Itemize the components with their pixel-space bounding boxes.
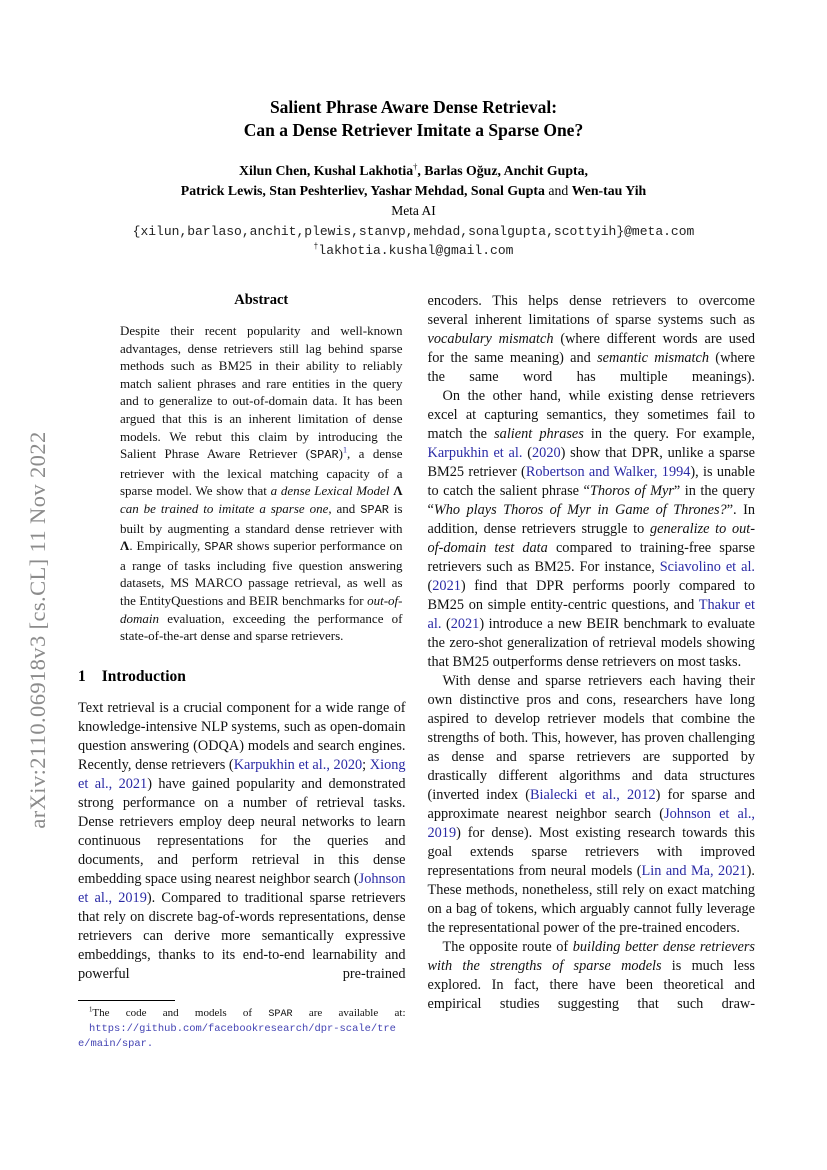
italic-text: semantic mismatch bbox=[597, 350, 710, 366]
right-column bbox=[428, 292, 756, 1052]
bold-text: Patrick Lewis, Stan Peshterliev, Yashar Mehdad, Sonal Gupta bbox=[180, 183, 545, 198]
paragraph-encoders-continuation bbox=[428, 292, 756, 387]
mono-text: SPAR bbox=[309, 448, 339, 463]
affiliation: Meta AI bbox=[391, 203, 436, 218]
text-segment: With dense and sparse retrievers each having their own distinctive pros and cons, researchers have long aspired to develop retriever models that combine the strengths of both. This, however, has proven challenging as dense and sparse retrievers are supported by drastically different algorithms and data structures (inverted index ( bbox=[427, 673, 755, 803]
email-line-1: {xilun,barlaso,anchit,plewis,stanvp,mehdad,sonalgupta,scottyih}@meta.com bbox=[132, 224, 695, 239]
text-segment: ) bbox=[338, 446, 343, 462]
text-segment: . Empirically, bbox=[129, 538, 205, 554]
text-segment: lakhotia.kushal@gmail.com bbox=[318, 242, 514, 258]
citation-link[interactable]: Lin and Ma, 2021 bbox=[641, 863, 747, 879]
text-segment: is built by augmenting a standard dense retriever with bbox=[120, 500, 403, 536]
citation-link[interactable]: Thakur et al. bbox=[427, 597, 755, 632]
abstract-section bbox=[78, 292, 406, 645]
footnote-rule bbox=[78, 1000, 175, 1001]
italic-text: building better dense retrievers with the strengths of sparse models bbox=[427, 939, 755, 974]
url-link[interactable]: https://github.com/facebookresearch/dpr-scale/tree/main/spar. bbox=[78, 1023, 396, 1051]
citation-link[interactable]: Robertson and Walker, 1994 bbox=[525, 464, 691, 480]
title-line-1: Salient Phrase Aware Dense Retrieval: bbox=[269, 97, 558, 117]
text-segment: ; bbox=[362, 756, 370, 773]
text-segment: (where the same word has multiple meanings). bbox=[427, 350, 755, 385]
bold-text: Λ bbox=[120, 538, 130, 554]
citation-link[interactable]: Xiong et al., 2021 bbox=[78, 756, 406, 792]
text-segment: ( bbox=[522, 445, 533, 461]
italic-text: Thoros of Myr bbox=[589, 483, 674, 499]
text-segment: The opposite route of bbox=[442, 939, 573, 955]
superscript-marker: † bbox=[313, 242, 319, 252]
citation-link[interactable]: Sciavolino et al. bbox=[659, 559, 755, 575]
citation-link[interactable]: Johnson et al., 2019 bbox=[427, 806, 756, 841]
superscript-marker: 1 bbox=[89, 1006, 93, 1014]
mono-text: SPAR bbox=[360, 502, 389, 517]
italic-text: can be trained to imitate a sparse one bbox=[120, 500, 329, 516]
author-line-2 bbox=[0, 181, 827, 201]
text-segment: compared to training-free sparse retrievers such as BM25. For instance, bbox=[427, 540, 755, 575]
abstract-text bbox=[120, 322, 403, 645]
text-segment: Despite their recent popularity and well-known advantages, dense retrievers still lag behind sparse methods such as BM25 in their ability to reliably match salient phrases and rare entities in the query and to generalize to out-of-domain data. It has been argued that this is an inherent limitation of dense models. We rebut this claim by introducing the Salient Phrase Aware Retriever ( bbox=[120, 323, 403, 462]
title-line-2: Can a Dense Retriever Imitate a Sparse One? bbox=[243, 120, 584, 140]
italic-text: out-of-domain bbox=[120, 592, 403, 626]
citation-link[interactable]: Johnson et al., 2019 bbox=[78, 870, 406, 906]
text-segment: and bbox=[544, 183, 572, 198]
italic-text: generalize to out-of-domain test data bbox=[427, 521, 756, 556]
paper-title bbox=[0, 96, 827, 142]
italic-text: a dense Lexical Model bbox=[270, 483, 394, 499]
bold-text: Xilun Chen, Kushal Lakhotia bbox=[239, 163, 414, 178]
two-column-body bbox=[0, 292, 827, 1052]
text-segment: ”. In addition, dense retrievers struggle to bbox=[427, 502, 755, 537]
text-segment: shows superior performance on a range of tasks including five question answering datasets, MS MARCO passage retrieval, as well as the EntityQuestions and BEIR benchmarks for bbox=[120, 538, 403, 608]
citation-link[interactable]: 2021 bbox=[432, 578, 461, 594]
citation-link[interactable]: Karpukhin et al., 2020 bbox=[233, 756, 363, 773]
text-segment: ). These methods, nonetheless, still rely on exact matching on a bag of tokens, which arguably cannot fully leverage the representational power of the pre-trained encoders. bbox=[427, 863, 755, 936]
section-heading-introduction bbox=[78, 668, 406, 686]
text-segment: Text retrieval is a crucial component for a wide range of knowledge-intensive NLP systems, such as open-domain question answering (ODQA) models and search engines. Recently, dense retrievers ( bbox=[78, 699, 406, 773]
text-segment: ) have gained popularity and demonstrated strong performance on a number of retrieval tasks. Dense retrievers employ deep neural networks to learn continuous representations for the queries and documents, and perform retrieval in this dense embedding space using nearest neighbor search ( bbox=[78, 775, 406, 887]
left-column bbox=[78, 292, 406, 1052]
italic-text: Who plays Thoros of Myr in Game of Thrones? bbox=[433, 502, 727, 518]
text-segment: ( bbox=[427, 578, 433, 594]
footnote-marker-link[interactable]: 1 bbox=[342, 445, 347, 455]
abstract-heading: Abstract bbox=[234, 292, 289, 308]
paragraph-opposite-route bbox=[428, 938, 756, 1014]
text-segment: ) introduce a new BEIR benchmark to evaluate the zero-shot generalization of retrieval models showing that BM25 outperforms dense retrievers on most tasks. bbox=[427, 616, 755, 670]
text-segment: ) for sparse and approximate nearest neighbor search ( bbox=[427, 787, 755, 822]
text-segment: (where different words are used for the same meaning) and bbox=[427, 331, 755, 366]
text-segment: , a dense retriever with the lexical matching capacity of a sparse model. We show that bbox=[120, 446, 403, 499]
paragraph-dense-sparse-combination bbox=[428, 672, 756, 938]
bold-text: , Barlas Oğuz, Anchit Gupta, bbox=[417, 163, 588, 178]
superscript-marker: † bbox=[413, 161, 418, 172]
text-segment: On the other hand, while existing dense retrievers excel at capturing semantics, they sometimes fail to match the bbox=[427, 388, 755, 442]
text-segment: ). Compared to traditional sparse retrievers that rely on discrete bag-of-words representations, dense retrievers can derive more semantically expressive embeddings, thanks to its end-to-end learnability and powerful pre-trained bbox=[78, 889, 406, 982]
author-list bbox=[0, 161, 827, 220]
text-segment: are available at: bbox=[292, 1006, 406, 1019]
footnote bbox=[78, 1000, 406, 1052]
section-title: Introduction bbox=[101, 667, 186, 685]
mono-text: SPAR bbox=[204, 540, 233, 555]
citation-link[interactable]: 2021 bbox=[450, 616, 480, 632]
email-line-2 bbox=[0, 242, 827, 261]
bold-text: Wen-tau Yih bbox=[571, 183, 647, 198]
text-segment: ” in the query “ bbox=[427, 483, 755, 518]
text-segment: ) show that DPR, unlike a sparse BM25 retriever ( bbox=[427, 445, 755, 480]
citation-link[interactable]: 2020 bbox=[532, 445, 561, 461]
text-segment: is much less explored. In fact, there have been theoretical and empirical studies suggesting that such draw- bbox=[427, 958, 755, 1012]
mono-text: SPAR bbox=[268, 1008, 293, 1020]
bold-text: Λ bbox=[393, 483, 403, 499]
italic-text: vocabulary mismatch bbox=[427, 331, 554, 347]
citation-link[interactable]: Karpukhin et al. bbox=[427, 445, 523, 461]
paragraph-salient-phrases bbox=[428, 387, 756, 672]
text-segment: ( bbox=[441, 616, 451, 632]
arxiv-watermark: arXiv:2110.06918v3 [cs.CL] 11 Nov 2022 bbox=[25, 431, 50, 829]
citation-link[interactable]: Bialecki et al., 2012 bbox=[530, 787, 656, 803]
text-segment: encoders. This helps dense retrievers to overcome several inherent limitations of sparse systems such as bbox=[427, 293, 755, 328]
text-segment: , and bbox=[328, 500, 361, 516]
text-segment: The code and models of bbox=[92, 1006, 269, 1019]
text-segment: ), is unable to catch the salient phrase “ bbox=[427, 464, 755, 499]
section-number: 1 bbox=[78, 667, 86, 685]
text-segment: in the query. For example, bbox=[583, 426, 755, 442]
author-line-1 bbox=[0, 161, 827, 181]
email-block bbox=[0, 223, 827, 260]
paper-header bbox=[0, 0, 827, 260]
italic-text: salient phrases bbox=[494, 426, 584, 442]
text-segment: ) find that DPR performs poorly compared to BM25 on simple entity-centric questions, and bbox=[427, 578, 755, 613]
text-segment: ) for dense). Most existing research towards this goal extends sparse retrievers with improved representations from neural models ( bbox=[427, 825, 755, 879]
footnote-text bbox=[78, 1006, 406, 1052]
text-segment: evaluation, exceeding the performance of state-of-the-art dense and sparse retrievers. bbox=[120, 610, 403, 644]
intro-paragraph bbox=[78, 699, 406, 984]
